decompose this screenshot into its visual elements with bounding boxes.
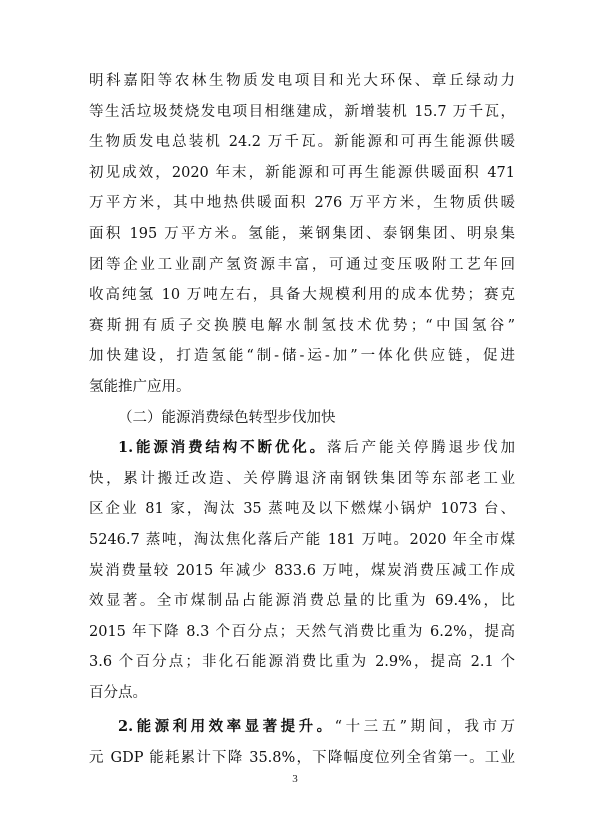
paragraph-1 bbox=[89, 66, 515, 403]
item-1-text: 落后产能关停腾退步伐加 bbox=[326, 440, 516, 457]
page-number: 3 bbox=[292, 773, 298, 785]
text-line: 区企业 81 家，淘汰 35 蒸吨及以下燃煤小锅炉 1073 台、 bbox=[89, 501, 515, 518]
item-1-first-line bbox=[89, 433, 515, 464]
item-2-first-line bbox=[89, 712, 515, 743]
section-heading: （二）能源消费绿色转型步伐加快 bbox=[118, 409, 336, 426]
text-line: 等生活垃圾焚烧发电项目相继建成，新增装机 15.7 万千瓦， bbox=[89, 103, 515, 120]
text-line: 元 GDP 能耗累计下降 35.8%，下降幅度位列全省第一。工业 bbox=[89, 750, 515, 767]
item-2-text: “十三五”期间，我市万 bbox=[334, 719, 515, 736]
item-2-title: 2.能源利用效率显著提升。 bbox=[118, 718, 335, 736]
text-line: 明科嘉阳等农林生物质发电项目和光大环保、章丘绿动力 bbox=[89, 73, 515, 89]
text-line: 初见成效，2020 年末，新能源和可再生能源供暖面积 471 bbox=[89, 164, 515, 181]
item-1-title: 1.能源消费结构不断优化。 bbox=[118, 439, 327, 457]
item-2 bbox=[89, 712, 515, 773]
text-line: 快，累计搬迁改造、关停腾退济南钢铁集团等东部老工业 bbox=[89, 470, 515, 487]
text-line: 氢能推广应用。 bbox=[89, 378, 191, 395]
body-text bbox=[89, 66, 515, 774]
text-line: 效显著。全市煤制品占能源消费总量的比重为 69.4%，比 bbox=[89, 593, 515, 610]
text-line: 加快建设，打造氢能“制-储-运-加”一体化供应链，促进 bbox=[89, 348, 515, 365]
text-line: 万平方米，其中地热供暖面积 276 万平方米，生物质供暖 bbox=[89, 195, 515, 212]
text-line: 收高纯氢 10 万吨左右，具备大规模利用的成本优势；赛克 bbox=[89, 287, 515, 304]
text-line: 5246.7 蒸吨，淘汰焦化落后产能 181 万吨。2020 年全市煤 bbox=[89, 531, 515, 548]
text-line: 炭消费量较 2015 年减少 833.6 万吨，煤炭消费压减工作成 bbox=[89, 562, 515, 579]
text-line: 百分点。 bbox=[89, 684, 147, 701]
text-line: 2015 年下降 8.3 个百分点；天然气消费比重为 6.2%，提高 bbox=[89, 623, 515, 640]
text-line: 团等企业工业副产氢资源丰富，可通过变压吸附工艺年回 bbox=[89, 256, 515, 273]
text-line: 面积 195 万平方米。氢能，莱钢集团、泰钢集团、明泉集 bbox=[89, 225, 515, 242]
item-1 bbox=[89, 433, 515, 708]
text-line: 生物质发电总装机 24.2 万千瓦。新能源和可再生能源供暖 bbox=[89, 134, 515, 151]
text-line: 赛斯拥有质子交换膜电解水制氢技术优势；“中国氢谷” bbox=[89, 317, 515, 334]
text-line: 3.6 个百分点；非化石能源消费比重为 2.9%，提高 2.1 个 bbox=[89, 654, 515, 671]
